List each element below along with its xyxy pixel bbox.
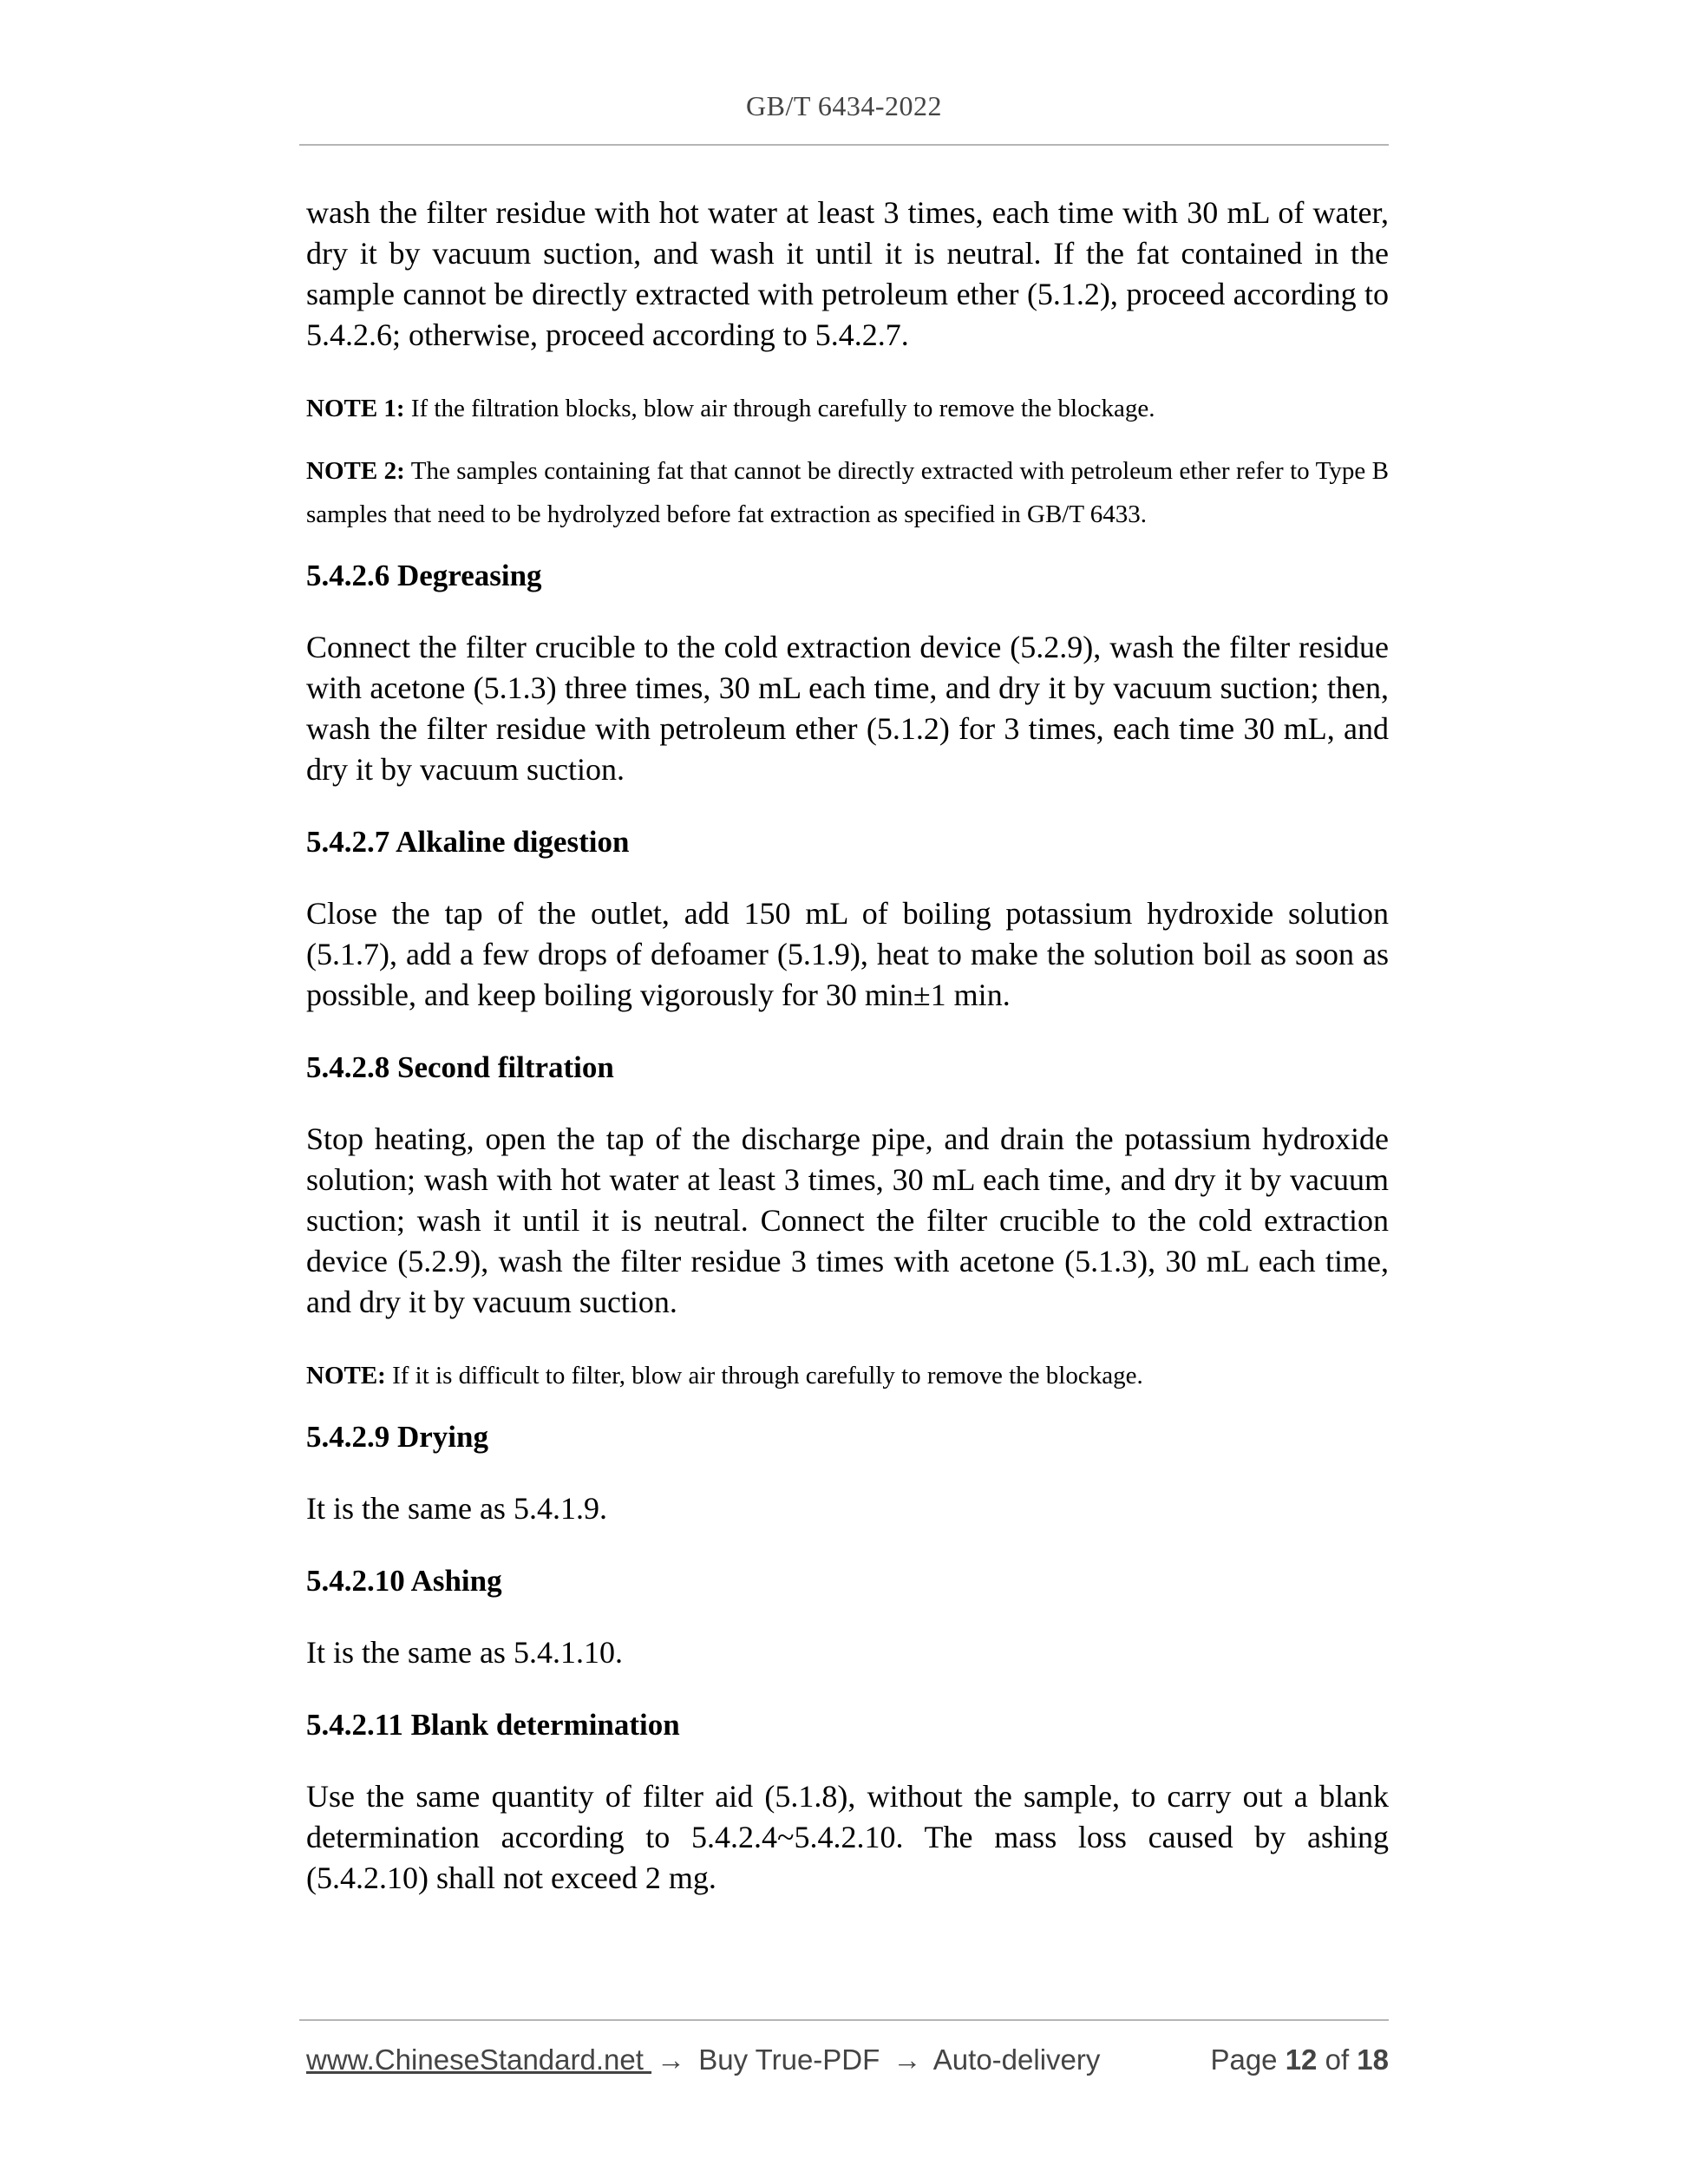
paragraph-5-4-2-11: Use the same quantity of filter aid (5.1.8), without the sample, to carry out a blank determination according to 5.4.2.4~5.4.2.10. The mass loss caused by ashing (5.4.2.10) shall not exceed 2 mg. <box>306 1779 1389 1895</box>
paragraph-5-4-2-8: Stop heating, open the tap of the discharge pipe, and drain the potassium hydroxide solution; wash with hot water at least 3 times, 30 mL each time, and dry it by vacuum suction; wash it until it is neutral. Connect the filter crucible to the cold extraction device (5.2.9), wash the filter residue 3 times with acetone (5.1.3), 30 mL each time, and dry it by vacuum suction. <box>306 1121 1389 1319</box>
arrow-right-icon: → <box>893 2043 922 2076</box>
page-current: 12 <box>1285 2043 1318 2076</box>
arrow-right-icon: → <box>657 2043 686 2076</box>
heading-5-4-2-10: 5.4.2.10 Ashing <box>306 1564 502 1598</box>
header-divider <box>299 144 1389 146</box>
footer-divider <box>299 2019 1389 2021</box>
page-of-label: of <box>1317 2043 1358 2076</box>
footer-links <box>306 2043 1100 2076</box>
heading-5-4-2-6: 5.4.2.6 Degreasing <box>306 559 542 592</box>
heading-5-4-2-7: 5.4.2.7 Alkaline digestion <box>306 825 630 859</box>
site-link[interactable]: www.ChineseStandard.net <box>306 2043 652 2076</box>
page-content <box>306 193 1389 1930</box>
paragraph-5-4-2-7: Close the tap of the outlet, add 150 mL of boiling potassium hydroxide solution (5.1.7), add a few drops of defoamer (5.1.9), heat to make the solution boil as soon as possible, and keep boiling vigorously for 30 min±1 min. <box>306 896 1389 1012</box>
note-3-label: NOTE: <box>306 1362 386 1390</box>
paragraph-5-4-2-10: It is the same as 5.4.1.10. <box>306 1635 623 1670</box>
note-1-text: If the filtration blocks, blow air through carefully to remove the blockage. <box>404 395 1155 422</box>
note-3-text: If it is difficult to filter, blow air through carefully to remove the blockage. <box>385 1362 1143 1390</box>
note-1-label: NOTE 1: <box>306 395 405 422</box>
paragraph-5-4-2-9: It is the same as 5.4.1.9. <box>306 1491 607 1526</box>
buy-true-pdf-text: Buy True-PDF <box>690 2043 888 2076</box>
auto-delivery-text: Auto-delivery <box>926 2043 1101 2076</box>
heading-5-4-2-11: 5.4.2.11 Blank determination <box>306 1708 680 1742</box>
note-1 <box>306 387 1389 430</box>
note-2-text: The samples containing fat that cannot be directly extracted with petroleum ether refer to Type B samples that need to be hydrolyzed before fat extraction as specified in GB/T 6433. <box>306 457 1389 528</box>
note-2 <box>306 449 1389 536</box>
note-3 <box>306 1354 1389 1397</box>
heading-5-4-2-9: 5.4.2.9 Drying <box>306 1420 488 1454</box>
page-label: Page <box>1210 2043 1286 2076</box>
paragraph-intro: wash the filter residue with hot water at least 3 times, each time with 30 mL of water, dry it by vacuum suction, and wash it until it is neutral. If the fat contained in the sample cannot be directly extracted with petroleum ether (5.1.2), proceed according to 5.4.2.6; otherwise, proceed according to 5.4.2.7. <box>306 195 1389 352</box>
paragraph-5-4-2-6: Connect the filter crucible to the cold extraction device (5.2.9), wash the filter residue with acetone (5.1.3) three times, 30 mL each time, and dry it by vacuum suction; then, wash the filter residue with petroleum ether (5.1.2) for 3 times, each time 30 mL, and dry it by vacuum suction. <box>306 630 1389 787</box>
header-standard-code: GB/T 6434-2022 <box>746 90 942 121</box>
page-footer <box>306 2043 1389 2085</box>
note-2-label: NOTE 2: <box>306 457 405 485</box>
page-total: 18 <box>1357 2043 1389 2076</box>
page-indicator <box>1210 2043 1389 2076</box>
heading-5-4-2-8: 5.4.2.8 Second filtration <box>306 1050 614 1084</box>
